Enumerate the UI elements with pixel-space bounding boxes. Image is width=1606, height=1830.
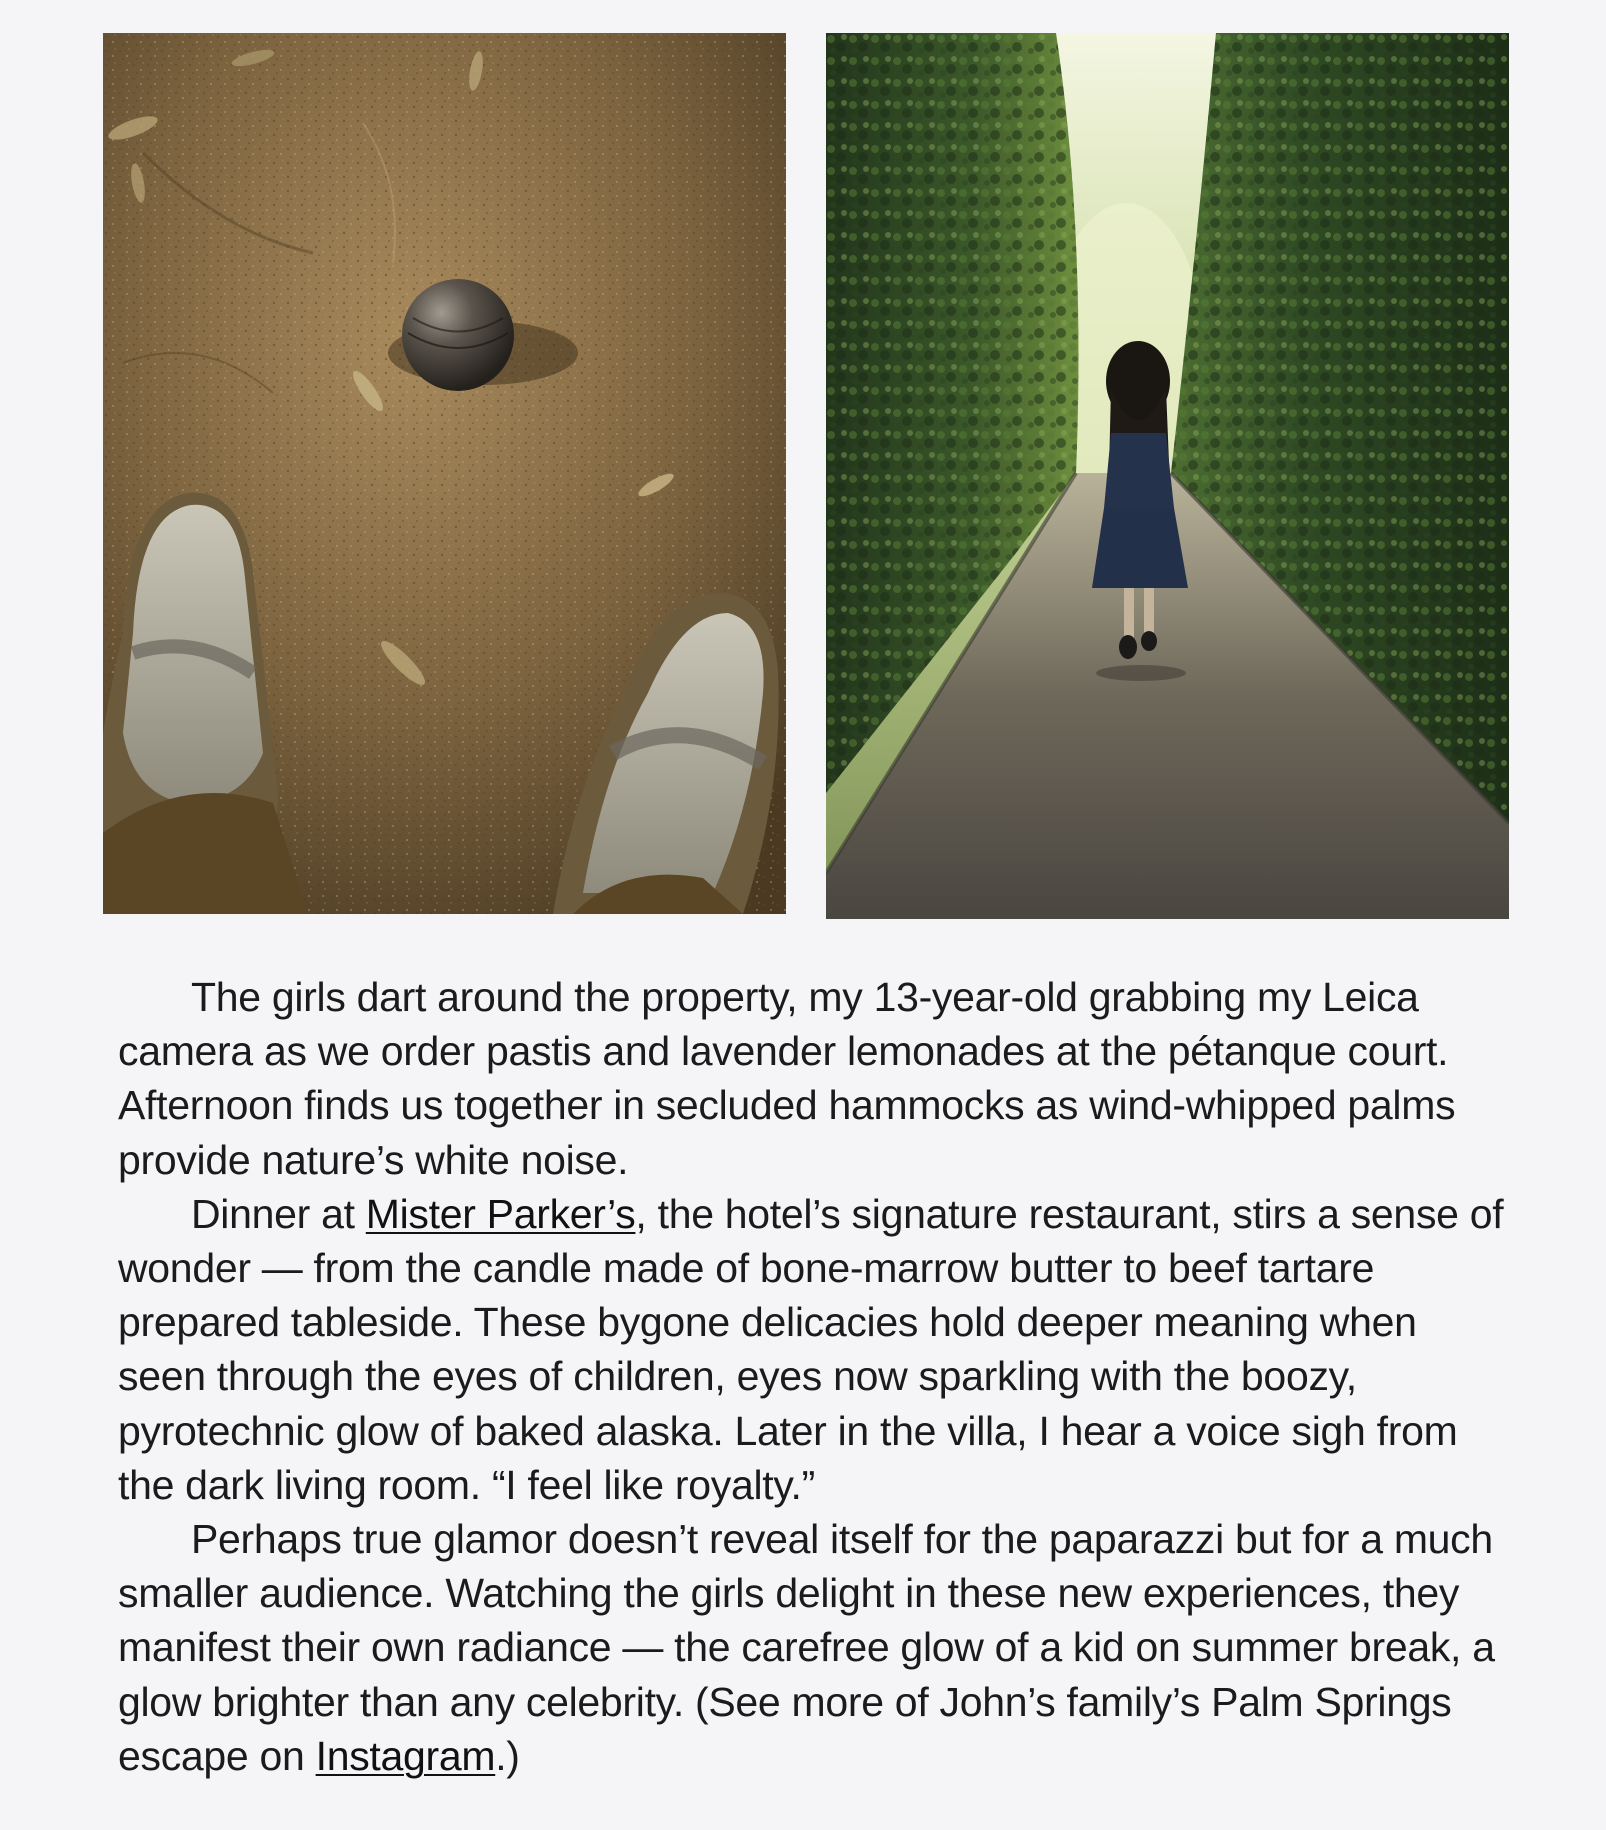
paragraph-2-text-after: , the hotel’s signature restaurant, stirs a sense of wonder — from the candle made of bone-marrow butter to beef tartare prepared tableside. These bygone delicacies hold deeper meaning when seen through the eyes of children, eyes now sparkling with the boozy, pyrotechnic glow of baked alaska. Later in the villa, I hear a voice sigh from the dark living room. “I feel like royalty.” bbox=[118, 1190, 1504, 1508]
mister-parkers-link[interactable]: Mister Parker’s bbox=[365, 1190, 636, 1237]
paragraph-3-text-after: .) bbox=[495, 1732, 520, 1779]
paragraph-2-text-before: Dinner at bbox=[191, 1190, 366, 1237]
paragraph-2 bbox=[118, 1187, 1510, 1512]
paragraph-1-text: The girls dart around the property, my 13-year-old grabbing my Leica camera as we order pastis and lavender lemonades at the pétanque court. Afternoon finds us together in secluded hammocks as wind-whipped palms provide nature’s white noise. bbox=[118, 974, 1456, 1183]
paragraph-3 bbox=[118, 1512, 1510, 1783]
article-body bbox=[118, 970, 1510, 1783]
paragraph-1 bbox=[118, 970, 1510, 1187]
hedge-path-photo-illustration bbox=[826, 33, 1509, 919]
petanque-photo-illustration bbox=[103, 33, 786, 914]
petanque-photo bbox=[103, 33, 786, 914]
hedge-path-photo bbox=[826, 33, 1509, 919]
paragraph-3-text-before: Perhaps true glamor doesn’t reveal itself for the paparazzi but for a much smaller audience. Watching the girls delight in these new experiences, they manifest their own radiance — the carefree glow of a kid on summer break, a glow brighter than any celebrity. (See more of John’s family’s Palm Springs escape on bbox=[118, 1516, 1495, 1779]
instagram-link[interactable]: Instagram bbox=[315, 1732, 496, 1779]
